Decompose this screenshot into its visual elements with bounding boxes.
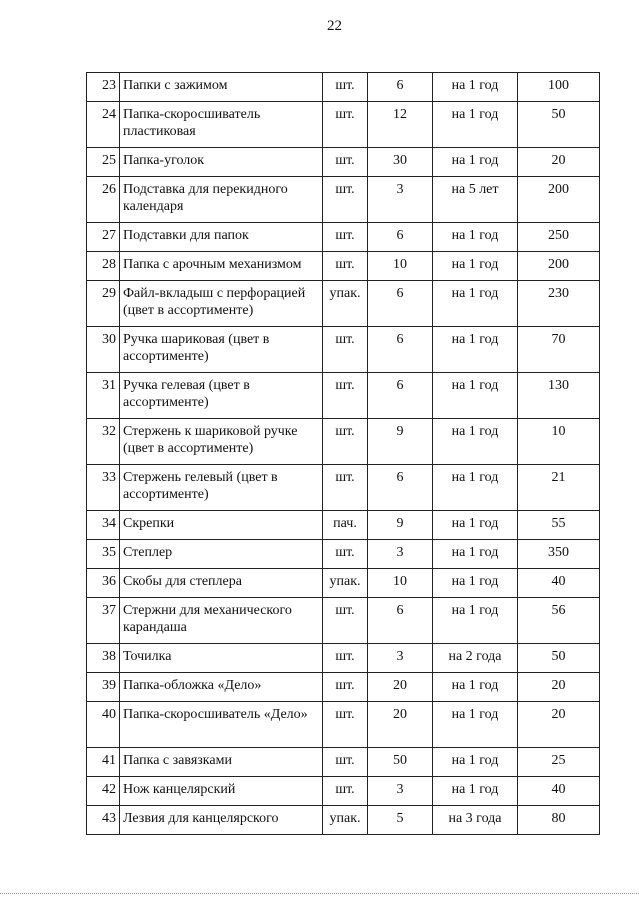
table-row <box>87 102 600 148</box>
table-row <box>87 252 600 281</box>
item-name: Степлер <box>120 540 323 569</box>
item-unit: упак. <box>323 281 368 327</box>
item-unit: упак. <box>323 806 368 835</box>
item-unit: шт. <box>323 777 368 806</box>
row-number: 24 <box>87 102 120 148</box>
item-usage-term: на 1 год <box>433 598 518 644</box>
item-price: 50 <box>518 102 600 148</box>
item-usage-term: на 1 год <box>433 373 518 419</box>
item-name: Папка-скоросшиватель пластиковая <box>120 102 323 148</box>
item-quantity: 6 <box>368 598 433 644</box>
table-row <box>87 419 600 465</box>
item-price: 56 <box>518 598 600 644</box>
item-name: Подставка для перекидного календаря <box>120 177 323 223</box>
item-name: Нож канцелярский <box>120 777 323 806</box>
item-name: Стержень гелевый (цвет в ассортименте) <box>120 465 323 511</box>
item-quantity: 50 <box>368 748 433 777</box>
item-usage-term: на 1 год <box>433 540 518 569</box>
item-usage-term: на 1 год <box>433 148 518 177</box>
row-number: 42 <box>87 777 120 806</box>
item-quantity: 6 <box>368 281 433 327</box>
item-quantity: 6 <box>368 373 433 419</box>
table-row <box>87 373 600 419</box>
item-name: Ручка шариковая (цвет в ассортименте) <box>120 327 323 373</box>
item-quantity: 6 <box>368 73 433 102</box>
table-row <box>87 148 600 177</box>
item-usage-term: на 1 год <box>433 702 518 748</box>
row-number: 31 <box>87 373 120 419</box>
item-unit: шт. <box>323 73 368 102</box>
row-number: 39 <box>87 673 120 702</box>
item-usage-term: на 1 год <box>433 223 518 252</box>
item-name: Папка-уголок <box>120 148 323 177</box>
item-price: 70 <box>518 327 600 373</box>
item-price: 100 <box>518 73 600 102</box>
item-quantity: 6 <box>368 465 433 511</box>
page-bottom-edge <box>0 893 639 894</box>
item-usage-term: на 1 год <box>433 511 518 540</box>
item-unit: шт. <box>323 465 368 511</box>
row-number: 27 <box>87 223 120 252</box>
item-name: Папка-обложка «Дело» <box>120 673 323 702</box>
row-number: 40 <box>87 702 120 748</box>
row-number: 29 <box>87 281 120 327</box>
table-row <box>87 281 600 327</box>
item-usage-term: на 1 год <box>433 327 518 373</box>
item-price: 40 <box>518 777 600 806</box>
item-price: 130 <box>518 373 600 419</box>
item-usage-term: на 1 год <box>433 102 518 148</box>
item-quantity: 10 <box>368 252 433 281</box>
item-quantity: 3 <box>368 644 433 673</box>
item-name: Папка-скоросшиватель «Дело» <box>120 702 323 748</box>
item-usage-term: на 5 лет <box>433 177 518 223</box>
table-row <box>87 598 600 644</box>
item-unit: шт. <box>323 327 368 373</box>
item-price: 350 <box>518 540 600 569</box>
item-price: 25 <box>518 748 600 777</box>
item-quantity: 3 <box>368 540 433 569</box>
item-unit: шт. <box>323 419 368 465</box>
item-name: Папка с арочным механизмом <box>120 252 323 281</box>
item-usage-term: на 1 год <box>433 73 518 102</box>
item-usage-term: на 1 год <box>433 673 518 702</box>
table-row <box>87 465 600 511</box>
row-number: 34 <box>87 511 120 540</box>
item-name: Подставки для папок <box>120 223 323 252</box>
row-number: 38 <box>87 644 120 673</box>
item-unit: шт. <box>323 598 368 644</box>
page-number: 22 <box>327 18 342 34</box>
item-name: Стержни для механического карандаша <box>120 598 323 644</box>
item-price: 55 <box>518 511 600 540</box>
row-number: 30 <box>87 327 120 373</box>
item-quantity: 5 <box>368 806 433 835</box>
row-number: 26 <box>87 177 120 223</box>
item-unit: шт. <box>323 102 368 148</box>
item-unit: шт. <box>323 252 368 281</box>
item-quantity: 20 <box>368 673 433 702</box>
item-price: 200 <box>518 252 600 281</box>
item-usage-term: на 2 года <box>433 644 518 673</box>
item-name: Ручка гелевая (цвет в ассортименте) <box>120 373 323 419</box>
item-unit: шт. <box>323 673 368 702</box>
item-price: 230 <box>518 281 600 327</box>
row-number: 41 <box>87 748 120 777</box>
item-name: Папки с зажимом <box>120 73 323 102</box>
item-quantity: 3 <box>368 177 433 223</box>
table-row <box>87 223 600 252</box>
item-quantity: 9 <box>368 511 433 540</box>
item-price: 20 <box>518 148 600 177</box>
item-usage-term: на 1 год <box>433 252 518 281</box>
item-usage-term: на 1 год <box>433 748 518 777</box>
table-row <box>87 540 600 569</box>
item-name: Точилка <box>120 644 323 673</box>
item-quantity: 9 <box>368 419 433 465</box>
item-quantity: 20 <box>368 702 433 748</box>
item-unit: шт. <box>323 373 368 419</box>
item-price: 200 <box>518 177 600 223</box>
item-unit: шт. <box>323 148 368 177</box>
item-price: 40 <box>518 569 600 598</box>
item-unit: шт. <box>323 702 368 748</box>
item-quantity: 12 <box>368 102 433 148</box>
item-price: 20 <box>518 673 600 702</box>
item-price: 250 <box>518 223 600 252</box>
item-name: Папка с завязками <box>120 748 323 777</box>
item-price: 10 <box>518 419 600 465</box>
table-row <box>87 748 600 777</box>
item-quantity: 6 <box>368 327 433 373</box>
item-price: 80 <box>518 806 600 835</box>
item-name: Лезвия для канцелярского <box>120 806 323 835</box>
row-number: 32 <box>87 419 120 465</box>
table-row <box>87 702 600 748</box>
row-number: 33 <box>87 465 120 511</box>
row-number: 37 <box>87 598 120 644</box>
item-unit: шт. <box>323 223 368 252</box>
item-usage-term: на 1 год <box>433 281 518 327</box>
table-row <box>87 327 600 373</box>
row-number: 36 <box>87 569 120 598</box>
item-name: Стержень к шариковой ручке (цвет в ассортименте) <box>120 419 323 465</box>
table-row <box>87 569 600 598</box>
row-number: 35 <box>87 540 120 569</box>
item-usage-term: на 1 год <box>433 777 518 806</box>
table-row <box>87 673 600 702</box>
item-quantity: 10 <box>368 569 433 598</box>
item-price: 21 <box>518 465 600 511</box>
row-number: 28 <box>87 252 120 281</box>
item-quantity: 3 <box>368 777 433 806</box>
item-unit: пач. <box>323 511 368 540</box>
row-number: 25 <box>87 148 120 177</box>
table-row <box>87 73 600 102</box>
item-name: Скрепки <box>120 511 323 540</box>
row-number: 23 <box>87 73 120 102</box>
item-usage-term: на 1 год <box>433 465 518 511</box>
supplies-table-body <box>87 73 600 835</box>
table-row <box>87 644 600 673</box>
table-row <box>87 806 600 835</box>
item-quantity: 6 <box>368 223 433 252</box>
item-unit: шт. <box>323 177 368 223</box>
item-unit: упак. <box>323 569 368 598</box>
row-number: 43 <box>87 806 120 835</box>
item-price: 20 <box>518 702 600 748</box>
table-row <box>87 177 600 223</box>
item-price: 50 <box>518 644 600 673</box>
table-row <box>87 777 600 806</box>
table-row <box>87 511 600 540</box>
supplies-table <box>86 72 600 835</box>
item-usage-term: на 1 год <box>433 569 518 598</box>
item-unit: шт. <box>323 540 368 569</box>
item-unit: шт. <box>323 748 368 777</box>
item-usage-term: на 1 год <box>433 419 518 465</box>
item-name: Скобы для степлера <box>120 569 323 598</box>
item-quantity: 30 <box>368 148 433 177</box>
item-unit: шт. <box>323 644 368 673</box>
item-name: Файл-вкладыш с перфорацией (цвет в ассортименте) <box>120 281 323 327</box>
item-usage-term: на 3 года <box>433 806 518 835</box>
